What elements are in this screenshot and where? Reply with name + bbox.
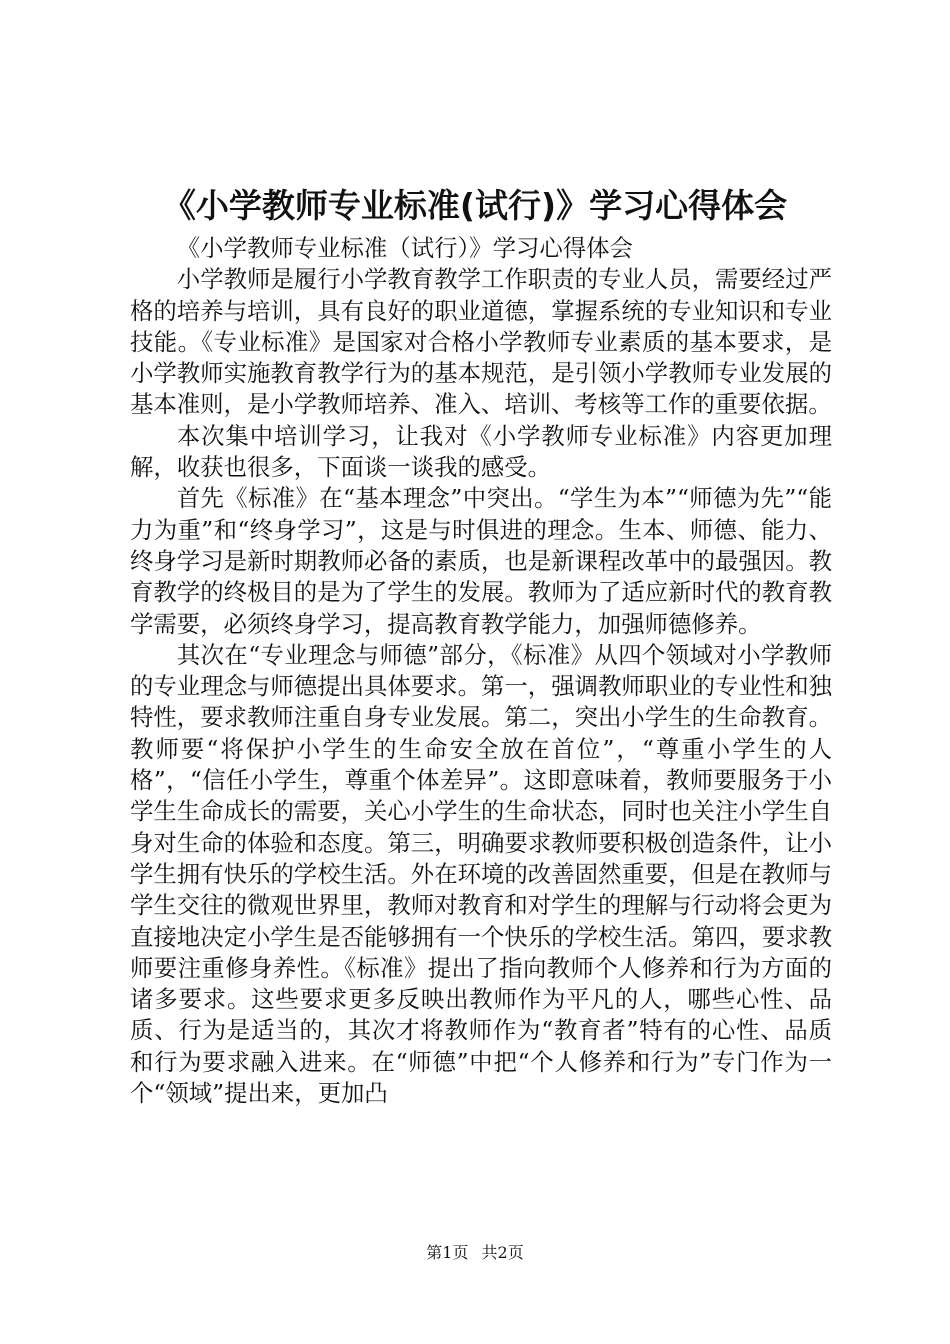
document-title: 《小学教师专业标准(试行)》学习心得体会 (162, 186, 788, 225)
document-body (130, 233, 832, 1109)
page-footer (0, 1242, 950, 1264)
paragraph-ethics: 其次在“专业理念与师德”部分，《标准》从四个领域对小学教师的专业理念与师德提出具体要求。第一，强调教师职业的专业性和独特性，要求教师注重自身专业发展。第二，突出小学生的生命教育。教师要“将保护小学生的生命安全放在首位”，“尊重小学生的人格”，“信任小学生，尊重个体差异”。这即意味着，教师要服务于小学生生命成长的需要，关心小学生的生命状态，同时也关注小学生自身对生命的体验和态度。第三，明确要求教师要积极创造条件，让小学生拥有快乐的学校生活。外在环境的改善固然重要，但是在教师与学生交往的微观世界里，教师对教育和对学生的理解与行动将会更为直接地决定小学生是否能够拥有一个快乐的学校生活。第四，要求教师要注重修身养性。《标准》提出了指向教师个人修养和行为方面的诸多要求。这些要求更多反映出教师作为平凡的人，哪些心性、品质、行为是适当的，其次才将教师作为“教育者”特有的心性、品质和行为要求融入进来。在“师德”中把“个人修养和行为”专门作为一个“领域”提出来，更加凸 (130, 640, 832, 1108)
paragraph-intro: 小学教师是履行小学教育教学工作职责的专业人员，需要经过严格的培养与培训，具有良好的职业道德，掌握系统的专业知识和专业技能。《专业标准》是国家对合格小学教师专业素质的基本要求，是小学教师实施教育教学行为的基本规范，是引领小学教师专业发展的基本准则，是小学教师培养、准入、培训、考核等工作的重要依据。 (130, 265, 832, 419)
page-number: 第1页 (426, 1243, 469, 1262)
paragraph-heading-repeat: 《小学教师专业标准（试行）》学习心得体会 (176, 234, 633, 262)
paragraph-training: 本次集中培训学习，让我对《小学教师专业标准》内容更加理解，收获也很多，下面谈一谈我的感受。 (130, 421, 832, 482)
paragraph-basic-concepts: 首先《标准》在“基本理念”中突出。“学生为本”“师德为先”“能力为重”和“终身学习”，这是与时俱进的理念。生本、师德、能力、终身学习是新时期教师必备的素质，也是新课程改革中的最强因。教育教学的终极目的是为了学生的发展。教师为了适应新时代的教育教学需要，必须终身学习，提高教育教学能力，加强师德修养。 (130, 484, 832, 638)
page-total: 共2页 (481, 1243, 524, 1262)
